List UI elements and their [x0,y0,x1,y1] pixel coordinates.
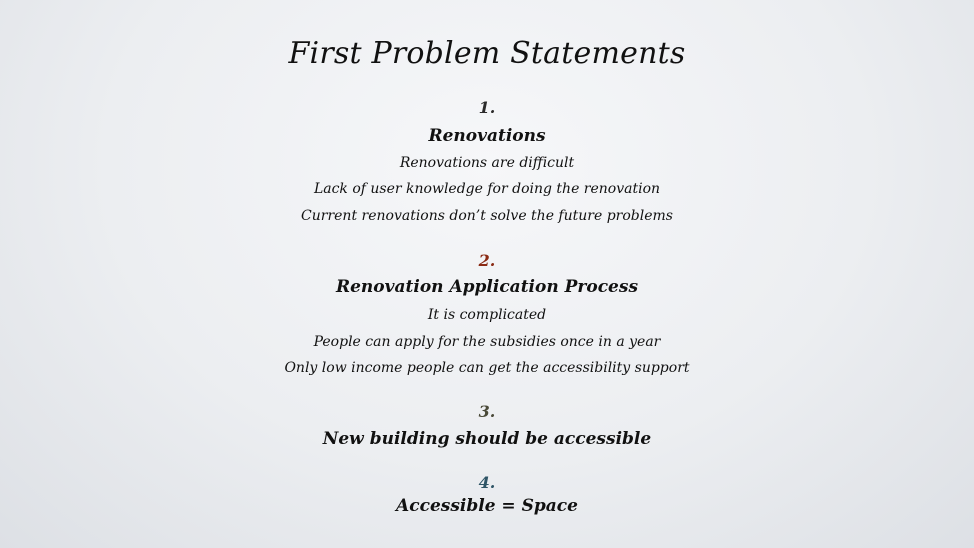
section-1-line-3: Current renovations don’t solve the future problems [301,208,673,224]
section-3-heading: New building should be accessible [322,429,652,449]
section-1-number: 1. [478,98,496,117]
section-2-heading: Renovation Application Process [335,277,639,297]
section-2-line-2: People can apply for the subsidies once in a year [313,334,661,350]
section-2-line-3: Only low income people can get the accessibility support [284,360,690,376]
section-4-number: 4. [478,473,496,492]
section-4-heading: Accessible = Space [396,496,578,516]
slide-title: First Problem Statements [288,36,686,71]
section-2-line-1: It is complicated [427,307,547,323]
section-2-number: 2. [478,251,496,270]
section-1-heading: Renovations [428,126,546,146]
section-3-number: 3. [478,402,496,421]
section-1-line-2: Lack of user knowledge for doing the renovation [313,181,661,197]
section-1-line-1: Renovations are difficult [399,155,575,171]
